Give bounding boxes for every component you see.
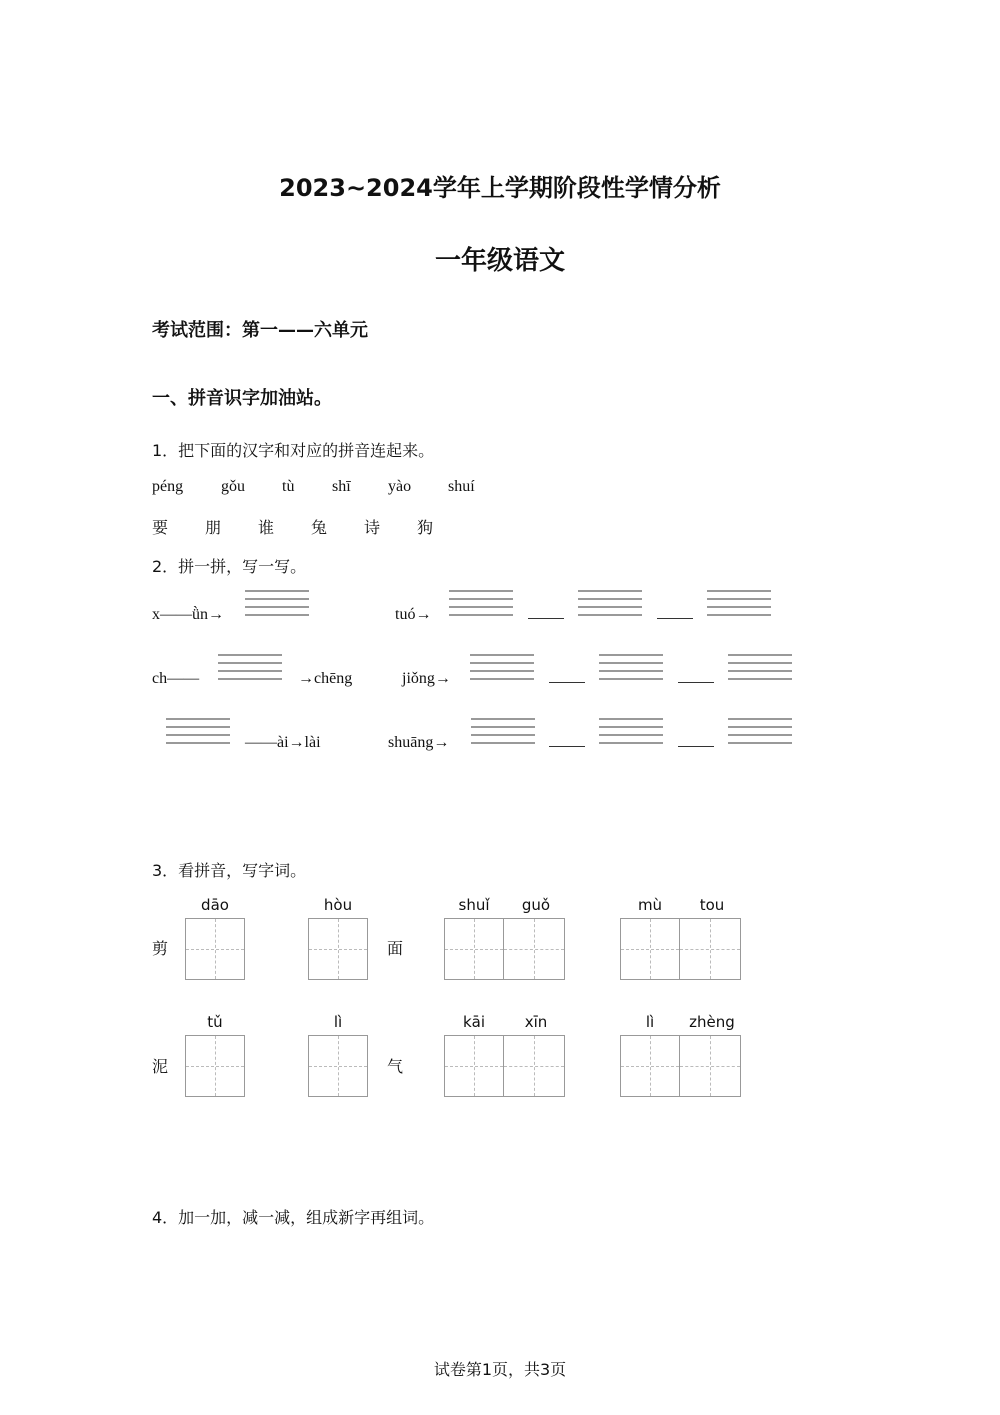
pinyin-writing-lines[interactable] <box>707 590 771 618</box>
q3-r1-pinyin-2: hòu <box>323 896 353 914</box>
blank-line[interactable] <box>549 746 585 747</box>
q1-pinyin-2: gǒu <box>221 478 245 495</box>
q3-r2-pinyin-5: lì <box>645 1013 655 1031</box>
question-3-prompt: 3．看拼音，写字词。 <box>152 861 307 880</box>
pinyin-writing-lines[interactable] <box>728 718 792 746</box>
exam-scope: 考试范围：第一——六单元 <box>152 320 368 341</box>
tianzige-grid[interactable] <box>620 918 741 980</box>
pinyin-writing-lines[interactable] <box>471 718 535 746</box>
blank-line[interactable] <box>678 682 714 683</box>
q1-char-1: 要 <box>152 518 169 537</box>
tianzige-grid[interactable] <box>308 1035 368 1097</box>
q3-r2-pinyin-1: tǔ <box>207 1013 223 1031</box>
q3-r1-pinyin-3: shuǐ <box>458 896 490 914</box>
q3-r2-pinyin-6: zhèng <box>689 1013 735 1031</box>
q3-r1-char-1: 剪 <box>152 939 169 958</box>
pinyin-writing-lines[interactable] <box>599 654 663 682</box>
pinyin-writing-lines[interactable] <box>245 590 309 618</box>
q2-r3-text-b: shuāng→ <box>388 734 450 751</box>
q3-r2-pinyin-3: kāi <box>462 1013 486 1031</box>
q3-r2-char-2: 气 <box>387 1057 404 1076</box>
q1-char-5: 诗 <box>364 518 381 537</box>
q1-pinyin-1: péng <box>152 478 184 495</box>
blank-line[interactable] <box>528 618 564 619</box>
blank-line[interactable] <box>657 618 693 619</box>
tianzige-grid[interactable] <box>185 1035 245 1097</box>
q1-pinyin-4: shī <box>332 478 351 495</box>
q3-r1-pinyin-5: mù <box>637 896 663 914</box>
q1-char-2: 朋 <box>205 518 222 537</box>
question-4-prompt: 4．加一加，减一减，组成新字再组词。 <box>152 1208 435 1227</box>
q1-char-3: 谁 <box>258 518 275 537</box>
pinyin-writing-lines[interactable] <box>166 718 230 746</box>
q3-r1-pinyin-1: dāo <box>201 896 229 914</box>
page-footer: 试卷第1页，共3页 <box>433 1360 567 1379</box>
section-heading-1: 一、拼音识字加油站。 <box>152 388 332 409</box>
q1-pinyin-5: yào <box>388 478 412 495</box>
pinyin-writing-lines[interactable] <box>470 654 534 682</box>
q3-r2-pinyin-4: xīn <box>524 1013 548 1031</box>
tianzige-grid[interactable] <box>444 1035 565 1097</box>
q2-r3-text-a: ——ài→lài <box>245 734 321 751</box>
tianzige-grid[interactable] <box>308 918 368 980</box>
q2-r2-text-a: ch—— <box>152 670 200 687</box>
q1-pinyin-3: tù <box>282 478 295 495</box>
q1-char-4: 兔 <box>311 518 328 537</box>
blank-line[interactable] <box>678 746 714 747</box>
page-subtitle: 一年级语文 <box>434 246 565 276</box>
q2-r2-text-c: jiǒng→ <box>402 670 451 687</box>
q2-r2-text-b: →chēng <box>298 670 353 687</box>
q3-r1-pinyin-4: guǒ <box>521 896 551 914</box>
blank-line[interactable] <box>549 682 585 683</box>
tianzige-grid[interactable] <box>185 918 245 980</box>
q1-char-6: 狗 <box>417 518 434 537</box>
tianzige-grid[interactable] <box>444 918 565 980</box>
pinyin-writing-lines[interactable] <box>218 654 282 682</box>
pinyin-writing-lines[interactable] <box>599 718 663 746</box>
q3-r2-pinyin-2: lì <box>333 1013 343 1031</box>
tianzige-grid[interactable] <box>620 1035 741 1097</box>
q1-pinyin-6: shuí <box>448 478 475 495</box>
pinyin-writing-lines[interactable] <box>449 590 513 618</box>
question-2-prompt: 2．拼一拼，写一写。 <box>152 557 307 576</box>
page-title: 2023~2024学年上学期阶段性学情分析 <box>279 174 721 202</box>
question-1-prompt: 1．把下面的汉字和对应的拼音连起来。 <box>152 441 435 460</box>
q2-r1-text-a: x——ǜn→ <box>152 606 224 623</box>
q3-r1-char-2: 面 <box>387 939 404 958</box>
q2-r1-text-b: tuó→ <box>395 606 432 623</box>
pinyin-writing-lines[interactable] <box>578 590 642 618</box>
q3-r1-pinyin-6: tou <box>699 896 725 914</box>
q3-r2-char-1: 泥 <box>152 1057 169 1076</box>
pinyin-writing-lines[interactable] <box>728 654 792 682</box>
